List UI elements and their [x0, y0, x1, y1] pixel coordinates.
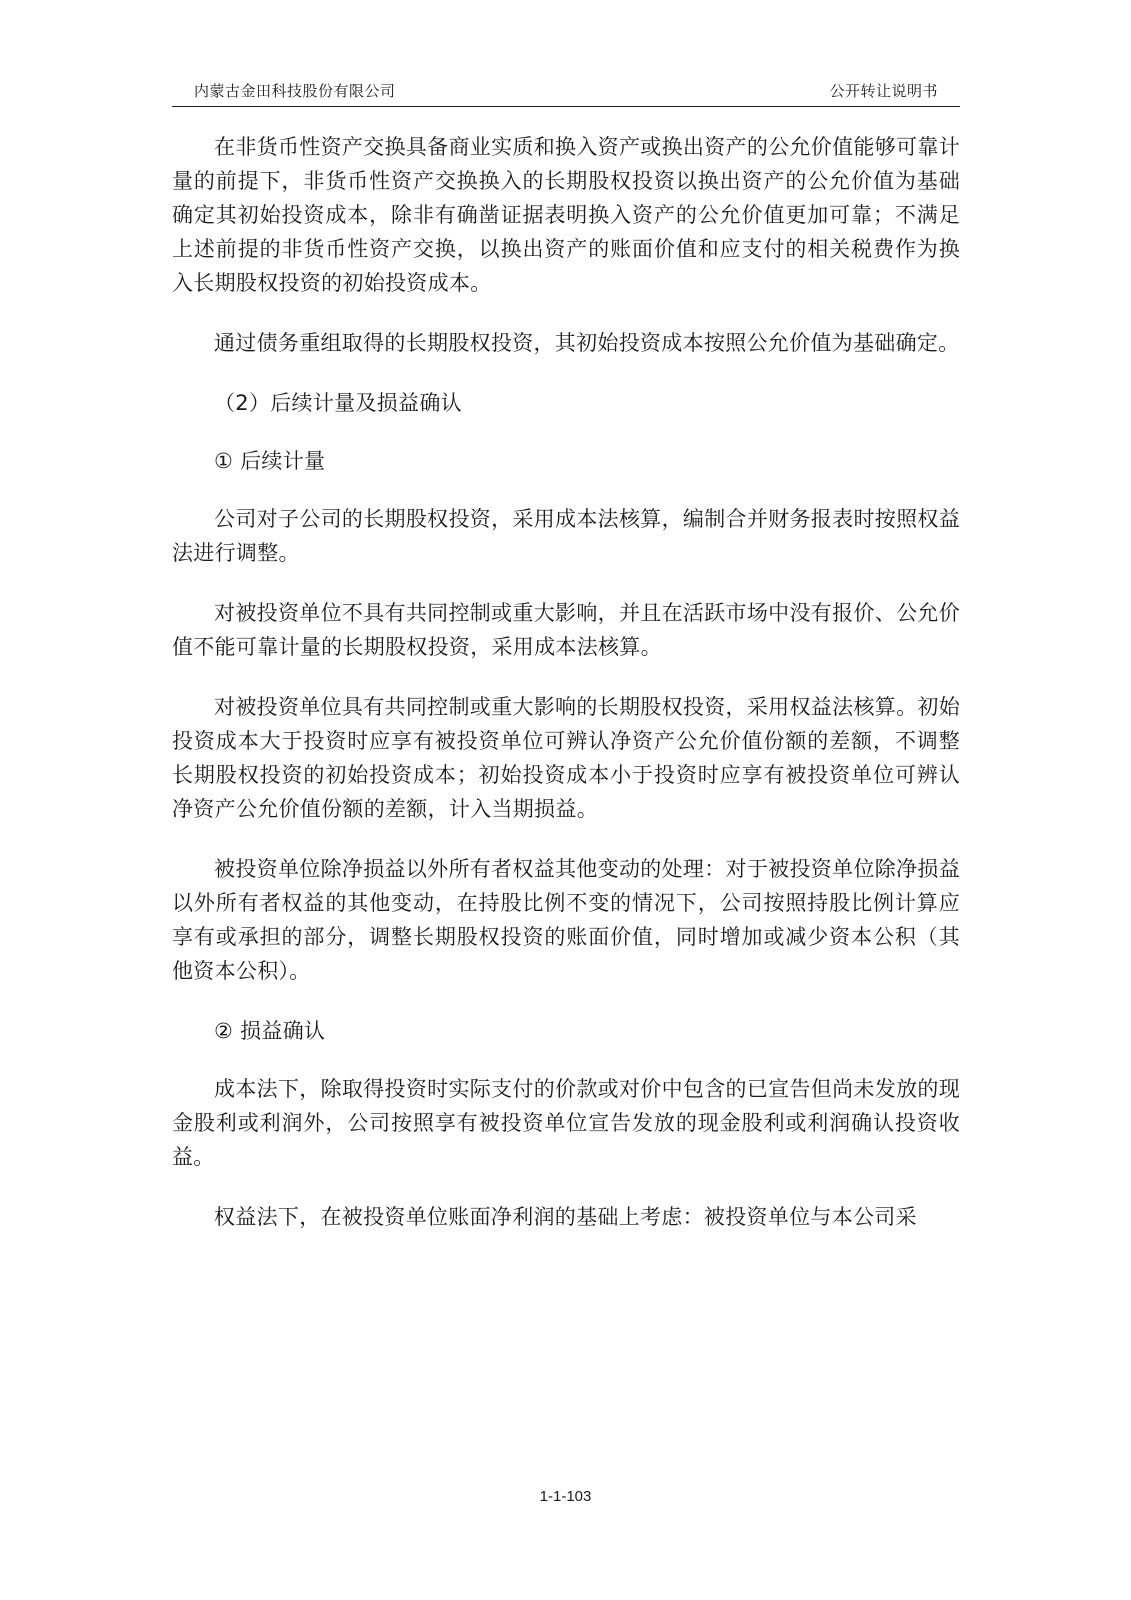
header-document-title: 公开转让说明书 — [829, 82, 938, 100]
header-company-name: 内蒙古金田科技股份有限公司 — [194, 82, 396, 100]
paragraph-cost-method-income: 成本法下，除取得投资时实际支付的价款或对价中包含的已宣告但尚未发放的现金股利或利润外，公司按照享有被投资单位宣告发放的现金股利或利润确认投资收益。 — [172, 1077, 960, 1169]
paragraph-other-equity-changes: 被投资单位除净损益以外所有者权益其他变动的处理：对于被投资单位除净损益以外所有者权益的其他变动，在持股比例不变的情况下，公司按照持股比例计算应享有或承担的部分，调整长期股权投资的账面价值，同时增加或减少资本公积（其他资本公积）。 — [172, 857, 960, 983]
paragraph-nonmonetary-exchange: 在非货币性资产交换具备商业实质和换入资产或换出资产的公允价值能够可靠计量的前提下，非货币性资产交换换入的长期股权投资以换出资产的公允价值为基础确定其初始投资成本，除非有确凿证据表明换入资产的公允价值更加可靠；不满足上述前提的非货币性资产交换，以换出资产的账面价值和应支付的相关税费作为换入长期股权投资的初始投资成本。 — [172, 135, 960, 295]
subheading-profit-loss-recognition: ② 损益确认 — [214, 1019, 326, 1043]
paragraph-subsidiary-cost-method: 公司对子公司的长期股权投资，采用成本法核算，编制合并财务报表时按照权益法进行调整。 — [172, 507, 960, 565]
section-heading-subsequent-measurement: （2）后续计量及损益确认 — [214, 391, 462, 415]
paragraph-equity-method-income: 权益法下，在被投资单位账面净利润的基础上考虑：被投资单位与本公司采 — [214, 1205, 917, 1229]
paragraph-equity-method: 对被投资单位具有共同控制或重大影响的长期股权投资，采用权益法核算。初始投资成本大于投资时应享有被投资单位可辨认净资产公允价值份额的差额，不调整长期股权投资的初始投资成本；初始投资成本小于投资时应享有被投资单位可辨认净资产公允价值份额的差额，计入当期损益。 — [172, 695, 960, 821]
subheading-subsequent-measurement: ① 后续计量 — [214, 449, 326, 473]
page-number: 1-1-103 — [539, 1488, 592, 1505]
page-header — [172, 78, 960, 107]
body-text — [172, 130, 960, 1260]
paragraph-debt-restructuring: 通过债务重组取得的长期股权投资，其初始投资成本按照公允价值为基础确定。 — [214, 331, 960, 355]
paragraph-no-control-cost-method: 对被投资单位不具有共同控制或重大影响，并且在活跃市场中没有报价、公允价值不能可靠计量的长期股权投资，采用成本法核算。 — [172, 601, 960, 659]
